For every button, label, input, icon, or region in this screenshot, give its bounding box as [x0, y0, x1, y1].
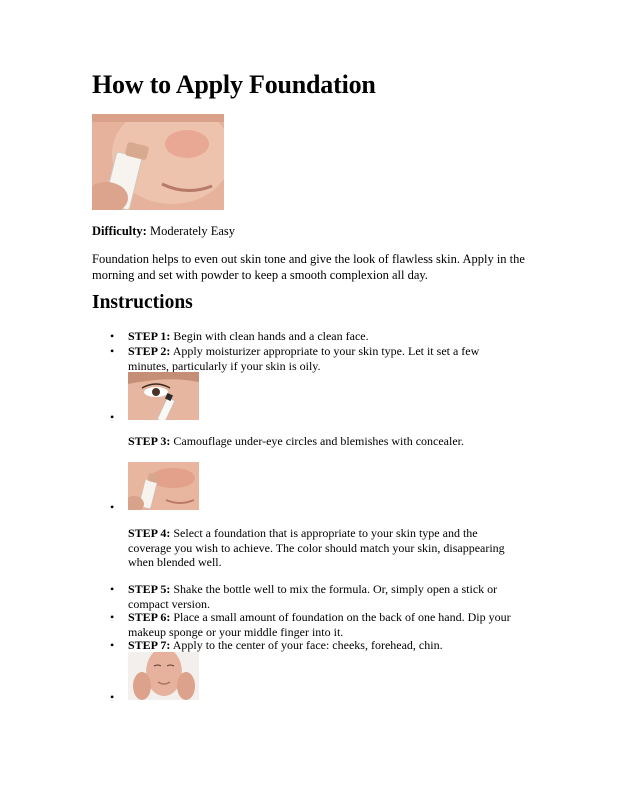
step-1-label: STEP 1:	[128, 329, 171, 343]
step-5-body: Shake the bottle well to mix the formula. Or, simply open a stick or compact version.	[128, 582, 498, 611]
list-bullet: •	[110, 500, 115, 514]
difficulty-value: Moderately Easy	[149, 224, 236, 238]
list-bullet: •	[110, 410, 115, 424]
step-3-text	[128, 434, 528, 449]
list-bullet: •	[110, 329, 115, 343]
step-3-body: Camouflage under-eye circles and blemishes with concealer.	[173, 434, 465, 448]
page-title: How to Apply Foundation	[92, 70, 376, 99]
step-image-eye-concealer	[128, 372, 199, 420]
step-2-label: STEP 2:	[128, 344, 171, 358]
step-5-label: STEP 5:	[128, 582, 171, 596]
step-3-label: STEP 3:	[128, 434, 171, 448]
step-4-body: Select a foundation that is appropriate to your skin type and the coverage you wish to achieve. The color should match your skin, disappearing when blended well.	[128, 526, 505, 569]
step-1-text	[128, 329, 528, 344]
list-bullet: •	[110, 610, 115, 624]
step-6-label: STEP 6:	[128, 610, 171, 624]
list-bullet: •	[110, 582, 115, 596]
step-4-label: STEP 4:	[128, 526, 171, 540]
step-7-label: STEP 7:	[128, 638, 171, 652]
difficulty-label: Difficulty:	[92, 224, 147, 238]
list-bullet: •	[110, 638, 115, 652]
step-4-text	[128, 526, 513, 570]
hero-photo	[92, 114, 224, 210]
step-2-text	[128, 344, 498, 373]
step-7-body: Apply to the center of your face: cheeks, forehead, chin.	[172, 638, 443, 652]
step-5-text	[128, 582, 513, 611]
instructions-heading: Instructions	[92, 292, 193, 313]
difficulty-line	[92, 224, 235, 239]
step-7-text	[128, 638, 528, 653]
list-bullet: •	[110, 690, 115, 704]
intro-paragraph: Foundation helps to even out skin tone and give the look of flawless skin. Apply in the morning and set with powder to keep a smooth complexion all day.	[92, 252, 525, 282]
list-bullet: •	[110, 344, 115, 358]
step-6-text	[128, 610, 523, 639]
step-1-body: Begin with clean hands and a clean face.	[173, 329, 369, 343]
step-6-body: Place a small amount of foundation on the back of one hand. Dip your makeup sponge or your middle finger into it.	[128, 610, 511, 639]
step-2-body: Apply moisturizer appropriate to your skin type. Let it set a few minutes, particularly if your skin is oily.	[128, 344, 480, 373]
step-image-hands-on-face	[128, 652, 199, 700]
step-image-foundation-stick	[128, 462, 199, 510]
